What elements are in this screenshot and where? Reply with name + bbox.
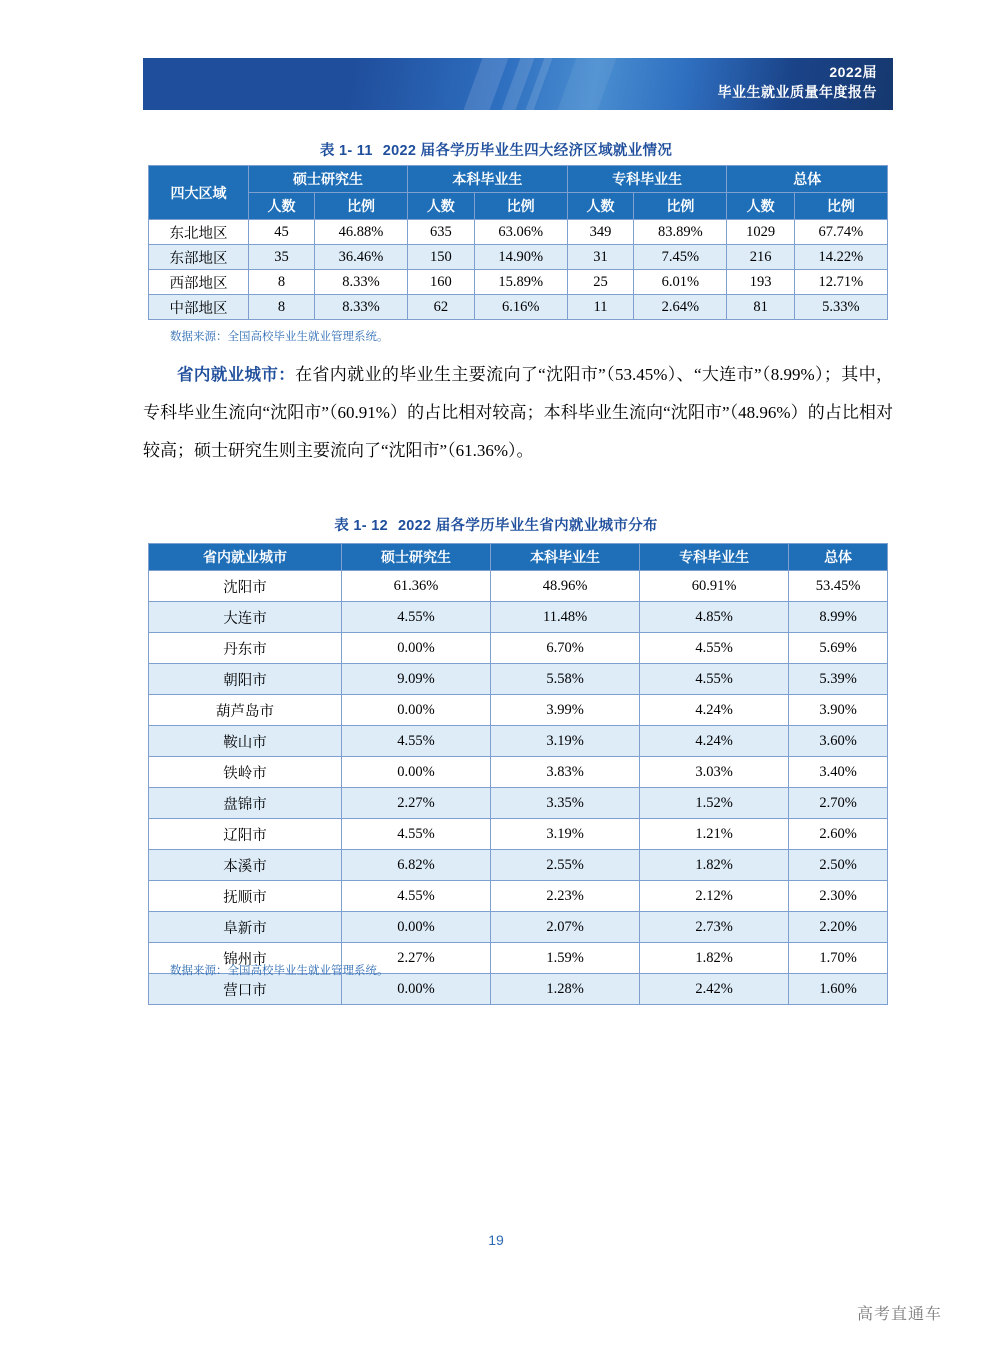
table-row xyxy=(149,695,888,726)
cell-value: 5.69% xyxy=(789,633,888,664)
table-row xyxy=(149,819,888,850)
col-header-bachelor: 本科毕业生 xyxy=(491,544,640,571)
cell-city: 鞍山市 xyxy=(149,726,342,757)
cell-value: 2.20% xyxy=(789,912,888,943)
cell-value: 83.89% xyxy=(634,220,727,245)
cell-value: 216 xyxy=(727,245,794,270)
table-1-12-title: 2022 届各学历毕业生省内就业城市分布 xyxy=(397,518,658,534)
cell-value: 4.55% xyxy=(342,602,491,633)
cell-value: 5.58% xyxy=(491,664,640,695)
table-row xyxy=(149,270,888,295)
sub-header-1: 比例 xyxy=(314,193,407,220)
sub-header-7: 比例 xyxy=(794,193,887,220)
cell-value: 193 xyxy=(727,270,794,295)
cell-value: 1.82% xyxy=(640,943,789,974)
table-1-11-title: 2022 届各学历毕业生四大经济区域就业情况 xyxy=(382,143,673,159)
cell-city: 沈阳市 xyxy=(149,571,342,602)
cell-value: 2.30% xyxy=(789,881,888,912)
cell-value: 45 xyxy=(249,220,315,245)
cell-value: 8 xyxy=(249,295,315,320)
cell-city: 盘锦市 xyxy=(149,788,342,819)
cell-value: 4.85% xyxy=(640,602,789,633)
cell-value: 6.01% xyxy=(634,270,727,295)
cell-value: 0.00% xyxy=(342,974,491,1005)
cell-value: 3.60% xyxy=(789,726,888,757)
table-1-12-header-row xyxy=(149,544,888,571)
cell-value: 3.83% xyxy=(491,757,640,788)
cell-city: 朝阳市 xyxy=(149,664,342,695)
cell-value: 3.35% xyxy=(491,788,640,819)
cell-value: 48.96% xyxy=(491,571,640,602)
table-row xyxy=(149,881,888,912)
col-header-bachelor: 本科毕业生 xyxy=(408,166,568,193)
table-row xyxy=(149,295,888,320)
table-row xyxy=(149,602,888,633)
table-row xyxy=(149,245,888,270)
cell-value: 5.33% xyxy=(794,295,887,320)
cell-value: 2.27% xyxy=(342,788,491,819)
page-header xyxy=(143,58,893,110)
cell-value: 2.55% xyxy=(491,850,640,881)
table-1-11-number: 表 1- 11 xyxy=(319,143,373,159)
table-1-11 xyxy=(148,165,888,320)
cell-value: 0.00% xyxy=(342,695,491,726)
cell-value: 3.19% xyxy=(491,819,640,850)
col-header-total: 总体 xyxy=(727,166,888,193)
cell-value: 1.52% xyxy=(640,788,789,819)
table-row xyxy=(149,633,888,664)
cell-value: 2.27% xyxy=(342,943,491,974)
cell-value: 2.42% xyxy=(640,974,789,1005)
cell-value: 4.55% xyxy=(640,633,789,664)
cell-value: 12.71% xyxy=(794,270,887,295)
cell-city: 抚顺市 xyxy=(149,881,342,912)
cell-region: 东部地区 xyxy=(149,245,249,270)
cell-value: 46.88% xyxy=(314,220,407,245)
cell-value: 0.00% xyxy=(342,757,491,788)
table-row xyxy=(149,220,888,245)
cell-value: 2.70% xyxy=(789,788,888,819)
cell-value: 0.00% xyxy=(342,633,491,664)
sub-header-0: 人数 xyxy=(249,193,315,220)
cell-value: 8.33% xyxy=(314,295,407,320)
table-1-11-group-header-row xyxy=(149,166,888,193)
cell-value: 4.24% xyxy=(640,695,789,726)
paragraph-province-cities xyxy=(143,356,893,470)
cell-value: 160 xyxy=(408,270,475,295)
cell-value: 4.55% xyxy=(342,726,491,757)
cell-value: 11 xyxy=(567,295,634,320)
cell-value: 1.60% xyxy=(789,974,888,1005)
header-report-title: 毕业生就业质量年度报告 xyxy=(717,84,877,101)
cell-city: 大连市 xyxy=(149,602,342,633)
cell-value: 8.33% xyxy=(314,270,407,295)
col-header-college: 专科毕业生 xyxy=(640,544,789,571)
cell-value: 35 xyxy=(249,245,315,270)
table-row xyxy=(149,850,888,881)
cell-value: 62 xyxy=(408,295,475,320)
cell-city: 铁岭市 xyxy=(149,757,342,788)
cell-value: 53.45% xyxy=(789,571,888,602)
cell-value: 8 xyxy=(249,270,315,295)
cell-region: 西部地区 xyxy=(149,270,249,295)
paragraph-body: 在省内就业的毕业生主要流向了“沈阳市”（53.45%）、“大连市”（8.99%）；其中，专科毕业生流向“沈阳市”（60.91%）的占比相对较高；本科毕业生流向“沈阳市”（48.96%）的占比相对较高；硕士研究生则主要流向了“沈阳市”（61.36%）。 xyxy=(143,365,893,460)
cell-value: 6.16% xyxy=(474,295,567,320)
cell-value: 67.74% xyxy=(794,220,887,245)
cell-value: 2.23% xyxy=(491,881,640,912)
table-1-11-sub-header-row xyxy=(149,193,888,220)
cell-region: 中部地区 xyxy=(149,295,249,320)
cell-value: 1.59% xyxy=(491,943,640,974)
table-1-12-caption xyxy=(0,514,992,535)
cell-city: 阜新市 xyxy=(149,912,342,943)
cell-value: 14.22% xyxy=(794,245,887,270)
cell-value: 3.03% xyxy=(640,757,789,788)
cell-value: 4.55% xyxy=(342,881,491,912)
table-row xyxy=(149,664,888,695)
cell-city: 辽阳市 xyxy=(149,819,342,850)
cell-city: 丹东市 xyxy=(149,633,342,664)
sub-header-5: 比例 xyxy=(634,193,727,220)
table-row xyxy=(149,788,888,819)
cell-value: 61.36% xyxy=(342,571,491,602)
cell-city: 锦州市 xyxy=(149,943,342,974)
col-header-master: 硕士研究生 xyxy=(342,544,491,571)
cell-value: 2.50% xyxy=(789,850,888,881)
cell-value: 4.55% xyxy=(342,819,491,850)
table-row xyxy=(149,912,888,943)
watermark: 高考直通车 xyxy=(856,1306,942,1323)
table-row xyxy=(149,571,888,602)
table-row xyxy=(149,757,888,788)
cell-value: 1029 xyxy=(727,220,794,245)
sub-header-2: 人数 xyxy=(408,193,475,220)
cell-value: 31 xyxy=(567,245,634,270)
table-1-12 xyxy=(148,543,888,1005)
cell-value: 150 xyxy=(408,245,475,270)
cell-value: 1.70% xyxy=(789,943,888,974)
col-header-region: 四大区域 xyxy=(149,166,249,220)
col-header-college: 专科毕业生 xyxy=(567,166,727,193)
table-1-11-caption xyxy=(0,139,992,160)
cell-city: 葫芦岛市 xyxy=(149,695,342,726)
cell-value: 3.99% xyxy=(491,695,640,726)
cell-region: 东北地区 xyxy=(149,220,249,245)
table-1-11-container xyxy=(148,165,888,320)
cell-value: 3.40% xyxy=(789,757,888,788)
table-1-12-number: 表 1- 12 xyxy=(334,518,388,534)
cell-value: 2.07% xyxy=(491,912,640,943)
col-header-city: 省内就业城市 xyxy=(149,544,342,571)
cell-value: 3.19% xyxy=(491,726,640,757)
cell-value: 5.39% xyxy=(789,664,888,695)
cell-value: 7.45% xyxy=(634,245,727,270)
table-1-12-source: 数据来源：全国高校毕业生就业管理系统。 xyxy=(170,965,389,977)
cell-value: 2.64% xyxy=(634,295,727,320)
cell-value: 9.09% xyxy=(342,664,491,695)
cell-value: 3.90% xyxy=(789,695,888,726)
cell-value: 25 xyxy=(567,270,634,295)
cell-value: 2.73% xyxy=(640,912,789,943)
cell-value: 349 xyxy=(567,220,634,245)
page-number: 19 xyxy=(488,1232,504,1248)
cell-value: 1.82% xyxy=(640,850,789,881)
col-header-total: 总体 xyxy=(789,544,888,571)
cell-city: 营口市 xyxy=(149,974,342,1005)
cell-value: 2.12% xyxy=(640,881,789,912)
cell-value: 11.48% xyxy=(491,602,640,633)
sub-header-6: 人数 xyxy=(727,193,794,220)
cell-value: 635 xyxy=(408,220,475,245)
cell-value: 4.24% xyxy=(640,726,789,757)
cell-value: 63.06% xyxy=(474,220,567,245)
col-header-master: 硕士研究生 xyxy=(249,166,408,193)
paragraph-lead: 省内就业城市： xyxy=(177,366,296,384)
cell-value: 60.91% xyxy=(640,571,789,602)
cell-value: 6.70% xyxy=(491,633,640,664)
cell-value: 8.99% xyxy=(789,602,888,633)
cell-value: 0.00% xyxy=(342,912,491,943)
sub-header-4: 人数 xyxy=(567,193,634,220)
cell-value: 1.21% xyxy=(640,819,789,850)
cell-value: 36.46% xyxy=(314,245,407,270)
table-row xyxy=(149,726,888,757)
cell-value: 2.60% xyxy=(789,819,888,850)
cell-value: 15.89% xyxy=(474,270,567,295)
table-row xyxy=(149,974,888,1005)
table-1-11-source: 数据来源：全国高校毕业生就业管理系统。 xyxy=(170,331,389,343)
cell-value: 1.28% xyxy=(491,974,640,1005)
sub-header-3: 比例 xyxy=(474,193,567,220)
cell-value: 4.55% xyxy=(640,664,789,695)
header-year: 2022届 xyxy=(829,64,877,80)
cell-value: 6.82% xyxy=(342,850,491,881)
cell-value: 81 xyxy=(727,295,794,320)
cell-city: 本溪市 xyxy=(149,850,342,881)
cell-value: 14.90% xyxy=(474,245,567,270)
table-1-12-container xyxy=(148,543,888,1005)
header-title-block xyxy=(718,62,878,103)
